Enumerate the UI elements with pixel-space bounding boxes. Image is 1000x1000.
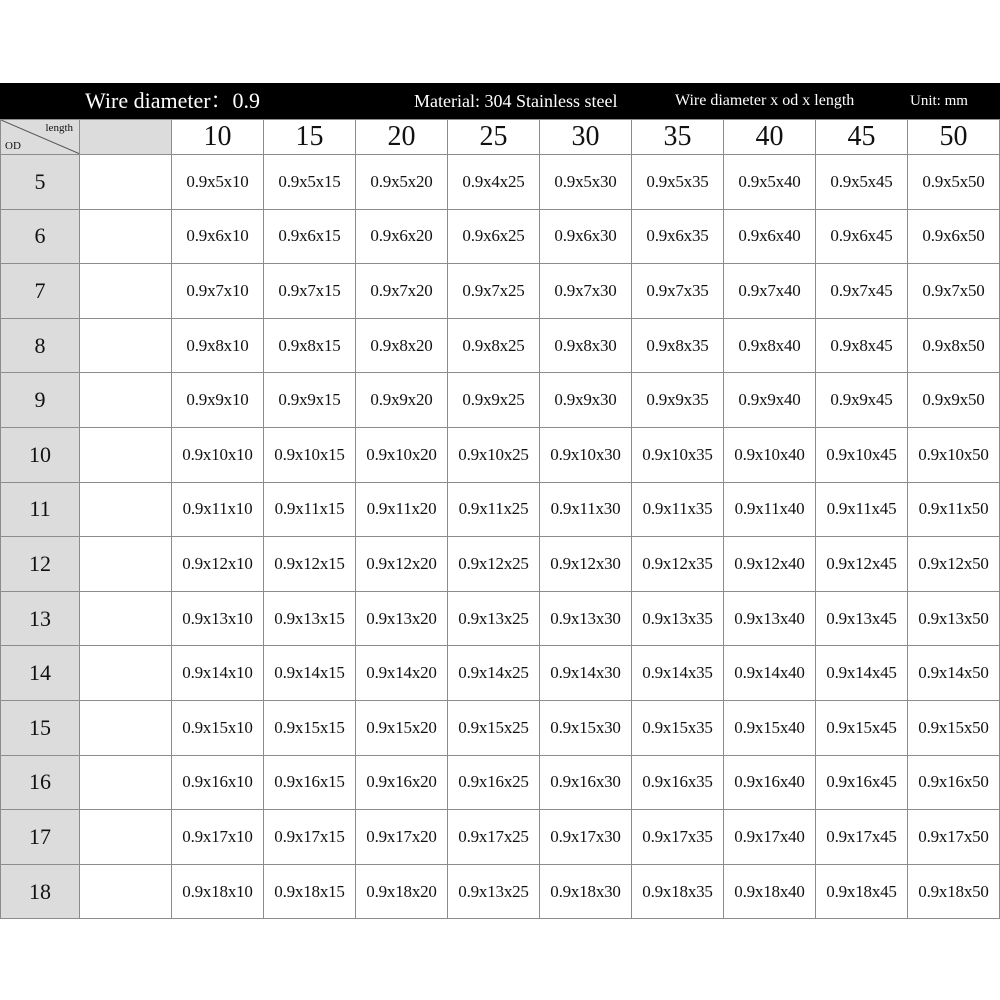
od-cell: 11 xyxy=(1,482,80,537)
size-cell: 0.9x6x20 xyxy=(356,209,448,264)
size-cell: 0.9x10x40 xyxy=(724,427,816,482)
blank-cell xyxy=(80,264,172,319)
size-cell: 0.9x9x45 xyxy=(816,373,908,428)
size-cell: 0.9x6x40 xyxy=(724,209,816,264)
size-cell: 0.9x8x15 xyxy=(264,318,356,373)
size-cell: 0.9x9x40 xyxy=(724,373,816,428)
length-header-cell: 45 xyxy=(816,120,908,155)
size-cell: 0.9x17x50 xyxy=(908,810,1000,865)
size-cell: 0.9x12x15 xyxy=(264,537,356,592)
size-table xyxy=(0,119,1000,919)
blank-cell xyxy=(80,755,172,810)
od-cell: 16 xyxy=(1,755,80,810)
size-cell: 0.9x9x15 xyxy=(264,373,356,428)
od-cell: 7 xyxy=(1,264,80,319)
od-cell: 5 xyxy=(1,155,80,210)
size-cell: 0.9x14x15 xyxy=(264,646,356,701)
size-cell: 0.9x11x25 xyxy=(448,482,540,537)
size-cell: 0.9x9x30 xyxy=(540,373,632,428)
size-cell: 0.9x18x35 xyxy=(632,864,724,919)
size-cell: 0.9x18x15 xyxy=(264,864,356,919)
unit-label: Unit: mm xyxy=(910,93,968,109)
size-cell: 0.9x7x30 xyxy=(540,264,632,319)
size-cell: 0.9x9x35 xyxy=(632,373,724,428)
size-cell: 0.9x6x45 xyxy=(816,209,908,264)
length-axis-label: length xyxy=(45,122,73,134)
size-cell: 0.9x13x30 xyxy=(540,591,632,646)
size-cell: 0.9x5x50 xyxy=(908,155,1000,210)
size-cell: 0.9x10x30 xyxy=(540,427,632,482)
size-cell: 0.9x10x15 xyxy=(264,427,356,482)
size-cell: 0.9x6x25 xyxy=(448,209,540,264)
table-row xyxy=(1,373,1000,428)
size-cell: 0.9x8x40 xyxy=(724,318,816,373)
blank-cell xyxy=(80,209,172,264)
size-cell: 0.9x7x10 xyxy=(172,264,264,319)
size-cell: 0.9x8x10 xyxy=(172,318,264,373)
size-cell: 0.9x5x45 xyxy=(816,155,908,210)
size-cell: 0.9x10x50 xyxy=(908,427,1000,482)
size-cell: 0.9x13x35 xyxy=(632,591,724,646)
size-cell: 0.9x16x45 xyxy=(816,755,908,810)
size-cell: 0.9x13x15 xyxy=(264,591,356,646)
size-cell: 0.9x8x45 xyxy=(816,318,908,373)
length-header-cell: 30 xyxy=(540,120,632,155)
size-cell: 0.9x16x50 xyxy=(908,755,1000,810)
blank-cell xyxy=(80,864,172,919)
blank-cell xyxy=(80,482,172,537)
size-cell: 0.9x18x45 xyxy=(816,864,908,919)
material-label: Material: 304 Stainless steel xyxy=(414,91,618,111)
size-cell: 0.9x9x10 xyxy=(172,373,264,428)
size-cell: 0.9x10x25 xyxy=(448,427,540,482)
size-cell: 0.9x14x35 xyxy=(632,646,724,701)
size-cell: 0.9x6x35 xyxy=(632,209,724,264)
size-cell: 0.9x11x30 xyxy=(540,482,632,537)
table-row xyxy=(1,700,1000,755)
od-cell: 12 xyxy=(1,537,80,592)
size-cell: 0.9x11x15 xyxy=(264,482,356,537)
table-row xyxy=(1,482,1000,537)
table-row xyxy=(1,864,1000,919)
od-axis-label: OD xyxy=(5,140,21,152)
size-cell: 0.9x10x10 xyxy=(172,427,264,482)
size-cell: 0.9x16x25 xyxy=(448,755,540,810)
od-cell: 18 xyxy=(1,864,80,919)
size-cell: 0.9x10x20 xyxy=(356,427,448,482)
size-cell: 0.9x14x30 xyxy=(540,646,632,701)
table-row xyxy=(1,427,1000,482)
length-header-cell: 15 xyxy=(264,120,356,155)
size-cell: 0.9x12x20 xyxy=(356,537,448,592)
size-cell: 0.9x12x40 xyxy=(724,537,816,592)
blank-cell xyxy=(80,810,172,865)
od-cell: 14 xyxy=(1,646,80,701)
size-cell: 0.9x18x50 xyxy=(908,864,1000,919)
length-header-cell: 50 xyxy=(908,120,1000,155)
size-cell: 0.9x12x10 xyxy=(172,537,264,592)
size-cell: 0.9x14x40 xyxy=(724,646,816,701)
table-row xyxy=(1,209,1000,264)
size-cell: 0.9x11x10 xyxy=(172,482,264,537)
table-row xyxy=(1,755,1000,810)
size-cell: 0.9x15x30 xyxy=(540,700,632,755)
size-cell: 0.9x12x25 xyxy=(448,537,540,592)
size-cell: 0.9x7x25 xyxy=(448,264,540,319)
size-cell: 0.9x14x45 xyxy=(816,646,908,701)
size-cell: 0.9x14x50 xyxy=(908,646,1000,701)
size-cell: 0.9x15x45 xyxy=(816,700,908,755)
size-cell: 0.9x16x35 xyxy=(632,755,724,810)
table-row xyxy=(1,646,1000,701)
size-cell: 0.9x9x25 xyxy=(448,373,540,428)
table-row xyxy=(1,155,1000,210)
size-cell: 0.9x8x25 xyxy=(448,318,540,373)
size-cell: 0.9x11x20 xyxy=(356,482,448,537)
size-cell: 0.9x15x20 xyxy=(356,700,448,755)
size-cell: 0.9x6x10 xyxy=(172,209,264,264)
size-cell: 0.9x9x50 xyxy=(908,373,1000,428)
size-cell: 0.9x8x20 xyxy=(356,318,448,373)
size-cell: 0.9x18x10 xyxy=(172,864,264,919)
table-row xyxy=(1,537,1000,592)
od-cell: 8 xyxy=(1,318,80,373)
size-cell: 0.9x8x50 xyxy=(908,318,1000,373)
size-cell: 0.9x18x20 xyxy=(356,864,448,919)
header-bar xyxy=(0,83,1000,119)
size-cell: 0.9x13x40 xyxy=(724,591,816,646)
size-cell: 0.9x13x10 xyxy=(172,591,264,646)
size-cell: 0.9x13x20 xyxy=(356,591,448,646)
od-cell: 15 xyxy=(1,700,80,755)
size-cell: 0.9x17x10 xyxy=(172,810,264,865)
size-cell: 0.9x10x45 xyxy=(816,427,908,482)
size-cell: 0.9x13x50 xyxy=(908,591,1000,646)
od-cell: 10 xyxy=(1,427,80,482)
size-cell: 0.9x14x20 xyxy=(356,646,448,701)
size-cell: 0.9x8x35 xyxy=(632,318,724,373)
od-cell: 13 xyxy=(1,591,80,646)
length-header-cell: 35 xyxy=(632,120,724,155)
size-format-label: Wire diameter x od x length xyxy=(675,92,855,109)
size-cell: 0.9x17x45 xyxy=(816,810,908,865)
size-cell: 0.9x7x50 xyxy=(908,264,1000,319)
length-header-cell: 20 xyxy=(356,120,448,155)
size-cell: 0.9x14x10 xyxy=(172,646,264,701)
size-cell: 0.9x11x40 xyxy=(724,482,816,537)
size-cell: 0.9x16x15 xyxy=(264,755,356,810)
size-cell: 0.9x7x20 xyxy=(356,264,448,319)
od-cell: 6 xyxy=(1,209,80,264)
header-blank-cell xyxy=(80,120,172,155)
blank-cell xyxy=(80,427,172,482)
size-cell: 0.9x8x30 xyxy=(540,318,632,373)
size-cell: 0.9x15x35 xyxy=(632,700,724,755)
size-cell: 0.9x15x10 xyxy=(172,700,264,755)
table-row xyxy=(1,264,1000,319)
size-cell: 0.9x15x50 xyxy=(908,700,1000,755)
size-cell: 0.9x14x25 xyxy=(448,646,540,701)
size-cell: 0.9x7x40 xyxy=(724,264,816,319)
size-cell: 0.9x13x25 xyxy=(448,864,540,919)
size-cell: 0.9x5x15 xyxy=(264,155,356,210)
table-row xyxy=(1,810,1000,865)
size-cell: 0.9x6x50 xyxy=(908,209,1000,264)
size-cell: 0.9x13x45 xyxy=(816,591,908,646)
size-cell: 0.9x4x25 xyxy=(448,155,540,210)
spec-sheet xyxy=(0,83,1000,919)
size-cell: 0.9x7x15 xyxy=(264,264,356,319)
size-cell: 0.9x16x10 xyxy=(172,755,264,810)
size-cell: 0.9x11x35 xyxy=(632,482,724,537)
size-cell: 0.9x17x25 xyxy=(448,810,540,865)
size-cell: 0.9x17x40 xyxy=(724,810,816,865)
size-cell: 0.9x11x50 xyxy=(908,482,1000,537)
size-cell: 0.9x7x45 xyxy=(816,264,908,319)
od-cell: 9 xyxy=(1,373,80,428)
size-cell: 0.9x16x30 xyxy=(540,755,632,810)
size-cell: 0.9x10x35 xyxy=(632,427,724,482)
size-cell: 0.9x18x30 xyxy=(540,864,632,919)
size-cell: 0.9x18x40 xyxy=(724,864,816,919)
size-cell: 0.9x13x25 xyxy=(448,591,540,646)
size-cell: 0.9x16x20 xyxy=(356,755,448,810)
size-cell: 0.9x12x50 xyxy=(908,537,1000,592)
blank-cell xyxy=(80,700,172,755)
table-row xyxy=(1,591,1000,646)
size-cell: 0.9x16x40 xyxy=(724,755,816,810)
blank-cell xyxy=(80,591,172,646)
size-cell: 0.9x5x40 xyxy=(724,155,816,210)
size-cell: 0.9x11x45 xyxy=(816,482,908,537)
size-cell: 0.9x17x20 xyxy=(356,810,448,865)
size-cell: 0.9x15x15 xyxy=(264,700,356,755)
blank-cell xyxy=(80,373,172,428)
blank-cell xyxy=(80,318,172,373)
length-header-cell: 40 xyxy=(724,120,816,155)
size-cell: 0.9x17x30 xyxy=(540,810,632,865)
size-cell: 0.9x12x45 xyxy=(816,537,908,592)
blank-cell xyxy=(80,155,172,210)
length-header-row xyxy=(1,120,1000,155)
size-cell: 0.9x5x10 xyxy=(172,155,264,210)
size-cell: 0.9x6x30 xyxy=(540,209,632,264)
size-cell: 0.9x15x25 xyxy=(448,700,540,755)
size-cell: 0.9x6x15 xyxy=(264,209,356,264)
size-cell: 0.9x9x20 xyxy=(356,373,448,428)
size-cell: 0.9x17x35 xyxy=(632,810,724,865)
size-cell: 0.9x5x30 xyxy=(540,155,632,210)
size-cell: 0.9x5x20 xyxy=(356,155,448,210)
table-row xyxy=(1,318,1000,373)
size-cell: 0.9x17x15 xyxy=(264,810,356,865)
corner-cell xyxy=(1,120,80,155)
length-header-cell: 25 xyxy=(448,120,540,155)
blank-cell xyxy=(80,646,172,701)
size-cell: 0.9x5x35 xyxy=(632,155,724,210)
length-header-cell: 10 xyxy=(172,120,264,155)
blank-cell xyxy=(80,537,172,592)
size-cell: 0.9x7x35 xyxy=(632,264,724,319)
wire-diameter-label: Wire diameter：0.9 xyxy=(85,88,261,113)
size-cell: 0.9x12x30 xyxy=(540,537,632,592)
size-cell: 0.9x15x40 xyxy=(724,700,816,755)
size-cell: 0.9x12x35 xyxy=(632,537,724,592)
od-cell: 17 xyxy=(1,810,80,865)
